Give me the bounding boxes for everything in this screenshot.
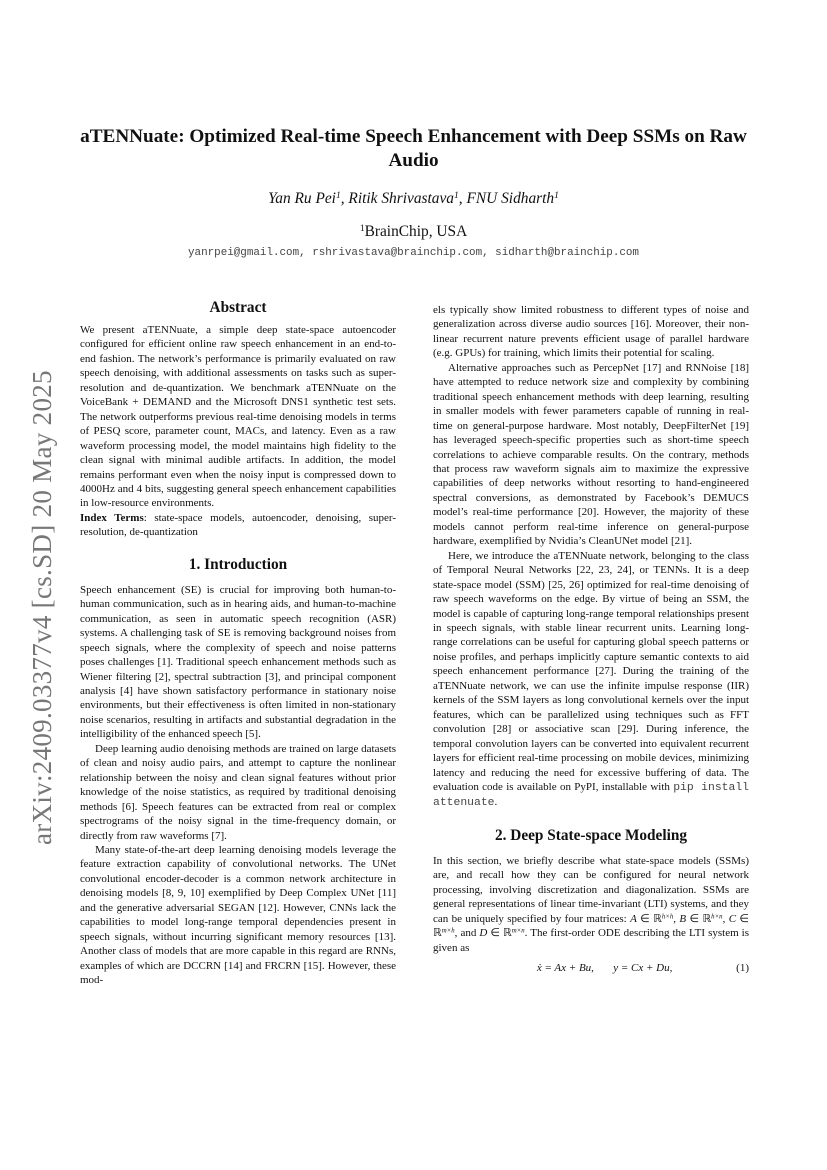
left-column [80,298,396,987]
affiliation-mark: 1 [335,189,341,201]
affiliation-name: BrainChip, USA [364,223,468,240]
matrix-b: B ∈ ℝ$^{h\times n}$ [679,912,723,925]
right-column [433,303,749,975]
equation-1 [433,961,749,975]
intro-paragraph: Alternative approaches such as PercepNet [17] and RNNoise [18] have attempted to reduce network size and complexity by combining traditional speech enhancement methods with deep learning, resulting in smaller models with fewer parameters capable of running in real-time on general-purpose hardware. Most notably, DeepFilterNet [19] has leveraged speech-specific properties such as short-time speech correlations to achieve comparable results. On the contrary, methods that process raw waveform signals aim to maximize the expressive capabilities of deep networks without resorting to hand-engineered spectral conversions, as demonstrated by Facebook’s DEMUCS model’s real-time performance [20]. However, the majority of these models cannot perform real-time inference on general-purpose hardware, exemplified by Nvidia’s CleanUNet model [21]. [433,361,749,548]
affiliation-mark: 1 [454,189,459,201]
intro-paragraph: Speech enhancement (SE) is crucial for improving both human-to-human communication, such as in hearing aids, and human-to-machine communication, as seen in automatic speech recognition (ASR) systems. A challenging task of SE is removing background noises from speech signals, where the complexity of speech and noise patterns poses challenges [1]. Traditional speech enhancement methods such as Wiener filtering [2], spectral subtraction [3], and principal component analysis [4] have shown satisfactory performance in stationary noise environments, but their effectiveness is often limited in non-stationary noise scenarios, resulting in artifacts and substantial degradation in the intelligibility of the enhanced speech [5]. [80,583,396,741]
abstract-heading: Abstract [209,299,267,316]
matrix-d: D ∈ ℝ$^{m\times n}$ [479,927,525,940]
abstract-text: We present aTENNuate, a simple deep state-space autoencoder configured for efficient online raw speech enhancement in an end-to-end fashion. The network’s performance is primarily evaluated on raw speech denoising, with additional assessments on tasks such as super-resolution and de-quantization. We benchmark aTENNuate on the VoiceBank + DEMAND and the Microsoft DNS1 synthetic test sets. The network outperforms previous real-time denoising models in terms of PESQ score, parameter count, MACs, and latency. Even as a raw waveform processing model, the model maintains high fidelity to the clean signal with minimal audible artifacts. In addition, the model remains performant even when the noisy input is compressed down to 4000Hz and 4 bits, suggesting general speech enhancement capabilities in low-resource environments. [80,324,396,510]
matrix-a: A ∈ ℝ$^{h\times h}$ [630,912,674,925]
author-emails: yanrpei@gmail.com, rshrivastava@brainchip.com, sidharth@brainchip.com [188,247,639,259]
section-heading-ssm: 2. Deep State-space Modeling [494,826,688,844]
equation-lhs: ẋ = Ax + Bu, [536,962,594,975]
arxiv-stamp: arXiv:2409.03377v4 [cs.SD] 20 May 2025 [27,370,57,845]
matrix-c: C ∈ ℝ$^{m\times h}$ [433,912,749,940]
author-name: Ritik Shrivastava [348,190,454,207]
ssm-paragraph-text: The first-order ODE describing the LTI system is given as [433,927,749,954]
equation-number: (1) [736,962,749,975]
author-name: Yan Ru Pei [268,190,336,207]
index-terms-label: Index Terms [80,511,144,524]
intro-paragraph [433,549,749,811]
author-name: FNU Sidharth [466,190,555,207]
equation-body [433,961,736,975]
affiliation [0,222,827,242]
ssm-paragraph [433,854,749,955]
equation-rhs: y = Cx + Du, [613,962,673,975]
paper-title: aTENNuate: Optimized Real-time Speech Enhancement with Deep SSMs on Raw Audio [80,126,747,171]
author-list: Yan Ru Pei$^1$, Ritik Shrivastava$^1$, FNU Sidharth$^1$ [268,189,559,207]
intro-paragraph: Many state-of-the-art deep learning denoising models leverage the feature extraction capability of convolutional networks. The UNet convolutional encoder-decoder is a common network architecture in denoising models [8, 9, 10] exemplified by Deep Complex UNet [11] and the generative adversarial SEGAN [12]. However, CNNs lack the capabilities to model long-range temporal dependencies present in speech signals, without incurring significant memory resources [13]. Another class of models that are more capable in this regard are RNNs, examples of which are DCCRN [14] and FRCRN [15]. However, these mod- [80,843,396,987]
install-command: pip install attenuate [433,781,749,810]
ssm-paragraph-text: In this section, we briefly describe what state-space models (SSMs) are, and recall how they can be configured for neural network processing, involving discretization and diagonalization. SSMs are general representations of linear time-invariant (LTI) systems, and they can be uniquely specified by four matrices: [433,854,749,925]
index-terms-list: : state-space models, autoencoder, denoising, super-resolution, de-quantization [80,511,396,539]
index-terms [80,511,396,540]
intro-paragraph-text: Here, we introduce the aTENNuate network, belonging to the class of Temporal Neural Networks [22, 23, 24], or TENNs. It is a deep state-space model (SSM) [25, 26] optimized for real-time denoising of raw speech waveforms on the edge. By virtue of being an SSM, the model is capable of capturing long-range temporal relationships present in speech signals, with stable linear recurrent units. Learning long-range correlations can be useful for capturing global speech patterns or noise profiles, and perhaps implicitly capture semantic contexts to aid speech enhancement performance [27]. During the training of the aTENNuate network, we can use the infinite impulse response (IIR) kernels of the SSM layers as long convolutional kernels over the input features, which can be parallelized using techniques such as FFT convolution [28] or associative scan [29]. During inference, the temporal convolution layers can be converted into equivalent recurrent layers for efficient real-time processing on mobile devices, minimizing latency and reducing the need for excessive buffering of data. The evaluation code is available on PyPI, installable with [433,549,749,793]
section-heading-introduction: 1. Introduction [188,555,288,573]
intro-paragraph: Deep learning audio denoising methods are trained on large datasets of clean and noisy audio pairs, and attempt to capture the nonlinear relationship between the noisy and clean signal features without prior knowledge of the noise statistics, as required by traditional denoising methods [6]. Speech features can be extracted from real or complex spectrograms of the noisy signal in the time-frequency domain, or directly from raw waveforms [7]. [80,742,396,842]
affiliation-mark: 1 [554,189,559,201]
affiliation-mark: 1 [359,222,365,234]
intro-paragraph-continued: els typically show limited robustness to different types of noise and generalization across diverse audio sources [16]. Moreover, their non-linear recurrent nature prevents efficient usage of parallel hardware (e.g. GPUs) for training, which limits their potential for scaling. [433,304,749,360]
matrix-definitions: A ∈ ℝ$^{h\times h}$, B ∈ ℝ$^{h\times n}$, C ∈ ℝ$^{m\times h}$, and D ∈ ℝ$^{m\times n}$. [433,912,749,940]
punctuation: . [494,796,498,809]
